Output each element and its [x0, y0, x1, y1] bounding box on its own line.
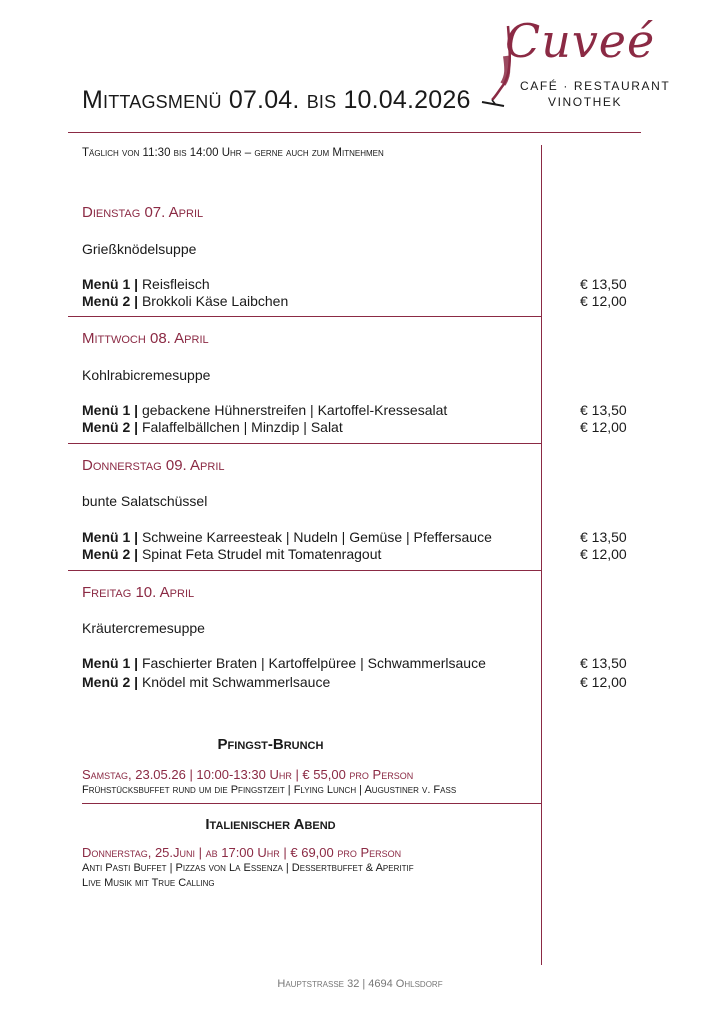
- menu-price: € 12,00: [580, 674, 627, 690]
- menu-dish: Falaffelbällchen | Minzdip | Salat: [141, 419, 343, 435]
- menu-label: Menü 1 |: [82, 402, 139, 418]
- menu-dish: Faschierter Braten | Kartoffelpüree | Schwammerlsauce: [141, 655, 486, 671]
- footer-address: Hauptstraße 32 | 4694 Ohlsdorf: [277, 978, 443, 990]
- menu-line: [82, 655, 486, 671]
- logo-wordmark: Cuveé: [505, 14, 656, 68]
- menu-label: Menü 2 |: [82, 674, 139, 690]
- menu-dish: Brokkoli Käse Laibchen: [141, 293, 289, 309]
- menu-label: Menü 2 |: [82, 419, 139, 435]
- menu-line: [82, 402, 447, 418]
- menu-price: € 12,00: [580, 546, 627, 562]
- menu-dish: Spinat Feta Strudel mit Tomatenragout: [141, 546, 382, 562]
- event-description: Anti Pasti Buffet | Pizzas von La Essenza | Dessertbuffet & Aperitif: [82, 862, 414, 874]
- menu-dish: Reisfleisch: [141, 276, 210, 292]
- event-divider: [82, 803, 541, 804]
- day-divider: [68, 570, 541, 571]
- day-divider: [68, 316, 541, 317]
- menu-line: [82, 529, 492, 545]
- logo-subtitle: CAFÉ · RESTAURANT: [520, 79, 671, 93]
- page-title: Mittagsmenü 07.04. bis 10.04.2026: [82, 86, 471, 114]
- day-heading: Donnerstag 09. April: [82, 457, 225, 474]
- day-soup: Grießknödelsuppe: [82, 241, 197, 257]
- menu-line: [82, 674, 330, 690]
- menu-dish: gebackene Hühnerstreifen | Kartoffel-Kressesalat: [141, 402, 448, 418]
- event-description: Frühstücksbuffet rund um die Pfingstzeit | Flying Lunch | Augustiner v. Faß: [82, 784, 457, 796]
- opening-hours: Täglich von 11:30 bis 14:00 Uhr – gerne auch zum Mitnehmen: [82, 147, 384, 159]
- menu-label: Menü 1 |: [82, 529, 139, 545]
- price-column-divider: [541, 145, 542, 965]
- menu-line: [82, 419, 343, 435]
- menu-price: € 13,50: [580, 529, 627, 545]
- menu-line: [82, 276, 210, 292]
- day-heading: Freitag 10. April: [82, 584, 195, 601]
- logo-subtitle-vinothek: VINOTHEK: [548, 95, 623, 109]
- event-description: Live Musik mit True Calling: [82, 877, 215, 889]
- menu-label: Menü 2 |: [82, 293, 139, 309]
- event-date: Donnerstag, 25.Juni | ab 17:00 Uhr | € 69,00 pro Person: [82, 845, 402, 860]
- menu-line: [82, 293, 288, 309]
- day-divider: [68, 443, 541, 444]
- day-heading: Mittwoch 08. April: [82, 330, 209, 347]
- menu-price: € 13,50: [580, 402, 627, 418]
- day-soup: Kohlrabicremesuppe: [82, 367, 211, 383]
- menu-price: € 12,00: [580, 419, 627, 435]
- event-title: Italienischer Abend: [205, 816, 336, 833]
- menu-dish: Knödel mit Schwammerlsauce: [141, 674, 331, 690]
- day-heading: Dienstag 07. April: [82, 204, 204, 221]
- menu-price: € 13,50: [580, 655, 627, 671]
- menu-price: € 13,50: [580, 276, 627, 292]
- menu-label: Menü 1 |: [82, 276, 139, 292]
- event-date: Samstag, 23.05.26 | 10:00-13:30 Uhr | € 55,00 pro Person: [82, 767, 414, 782]
- menu-dish: Schweine Karreesteak | Nudeln | Gemüse | Pfeffersauce: [141, 529, 492, 545]
- event-title: Pfingst-Brunch: [217, 736, 324, 753]
- menu-line: [82, 546, 381, 562]
- menu-label: Menü 2 |: [82, 546, 139, 562]
- day-soup: Kräutercremesuppe: [82, 620, 205, 636]
- header-divider: [68, 132, 641, 133]
- day-soup: bunte Salatschüssel: [82, 493, 208, 509]
- menu-price: € 12,00: [580, 293, 627, 309]
- menu-label: Menü 1 |: [82, 655, 139, 671]
